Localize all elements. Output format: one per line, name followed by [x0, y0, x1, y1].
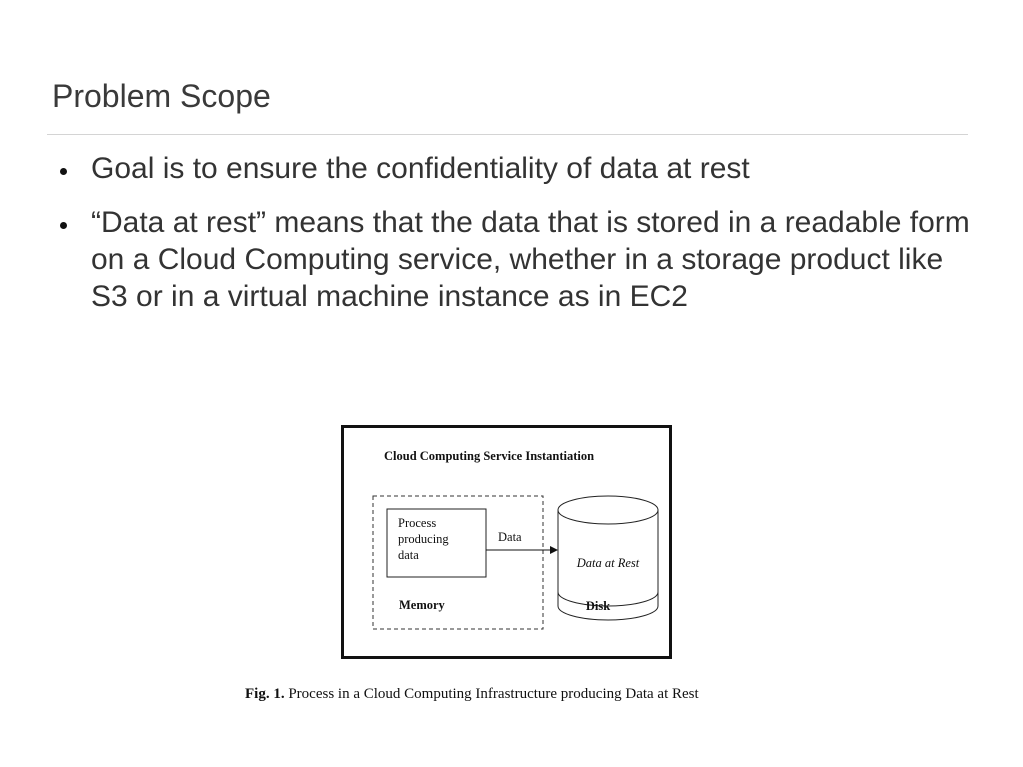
figure-diagram: [341, 425, 672, 659]
process-line: producing: [398, 532, 449, 546]
bullet-dot-icon: [60, 222, 67, 229]
memory-label: Memory: [399, 598, 445, 612]
slide-title: Problem Scope: [52, 78, 271, 114]
caption-text: Process in a Cloud Computing Infrastructure producing Data at Rest: [288, 686, 699, 702]
bullet-dot-icon: [60, 168, 67, 175]
arrow-label: Data: [498, 530, 522, 544]
disk-label: Disk: [585, 599, 611, 613]
disk-content: Data at Rest: [576, 556, 640, 570]
bullet-text: “Data at rest” means that the data that is stored in a readable form on a Cloud Computing service, whether in a storage product like S3 or in a virtual machine instance as in EC2: [91, 206, 970, 313]
process-line: Process: [398, 516, 437, 530]
title-divider: [47, 134, 968, 135]
bullet-item: [60, 150, 970, 187]
bullet-list: [60, 150, 970, 332]
caption-label: Fig. 1.: [245, 686, 285, 702]
diagram-canvas: [344, 428, 669, 656]
bullet-item: [60, 204, 970, 315]
figure-header: Cloud Computing Service Instantiation: [384, 449, 595, 463]
figure-caption: [245, 686, 805, 703]
process-line: data: [398, 548, 419, 562]
bullet-text: Goal is to ensure the confidentiality of data at rest: [91, 152, 750, 185]
